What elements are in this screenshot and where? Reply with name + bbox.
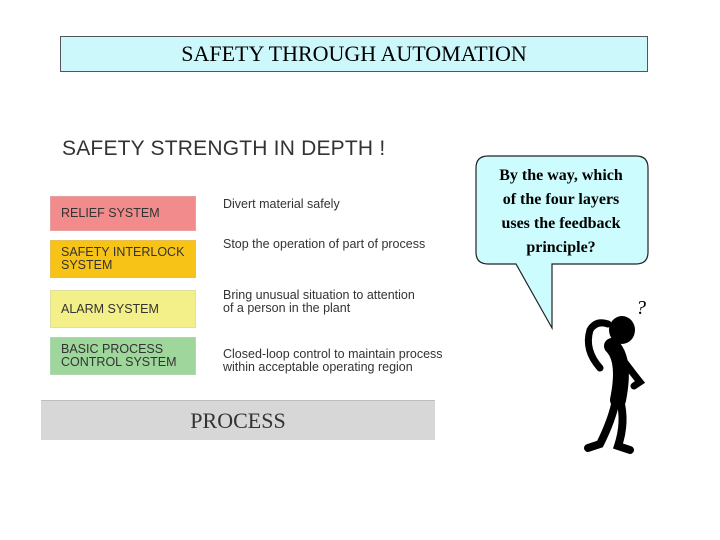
layer-label-line: SAFETY INTERLOCK <box>61 245 185 259</box>
question-mark-icon: ? <box>636 297 646 319</box>
layer-label-line: BASIC PROCESS <box>61 342 164 356</box>
description-line: of a person in the plant <box>223 301 351 315</box>
description-line: Bring unusual situation to attention <box>223 288 415 302</box>
bubble-line: By the way, which <box>499 167 623 184</box>
speech-bubble-text <box>476 164 646 260</box>
thinking-stick-figure-icon <box>560 290 660 470</box>
description-line: Divert material safely <box>223 197 340 211</box>
diagram-subtitle: SAFETY STRENGTH IN DEPTH ! <box>62 137 386 160</box>
bubble-line: principle? <box>526 239 596 256</box>
process-label: PROCESS <box>190 407 286 433</box>
description-line: Closed-loop control to maintain process <box>223 347 443 361</box>
layer-label-line: ALARM SYSTEM <box>61 301 159 316</box>
description-line: Stop the operation of part of process <box>223 237 426 251</box>
layer-label-line: RELIEF SYSTEM <box>61 206 160 220</box>
bubble-line: of the four layers <box>502 191 620 208</box>
layer-label-line: CONTROL SYSTEM <box>61 355 177 369</box>
slide-title: SAFETY THROUGH AUTOMATION <box>181 41 527 66</box>
layer-label-line: SYSTEM <box>61 258 113 272</box>
bubble-line: uses the feedback <box>501 215 621 232</box>
description-line: within acceptable operating region <box>223 360 413 374</box>
